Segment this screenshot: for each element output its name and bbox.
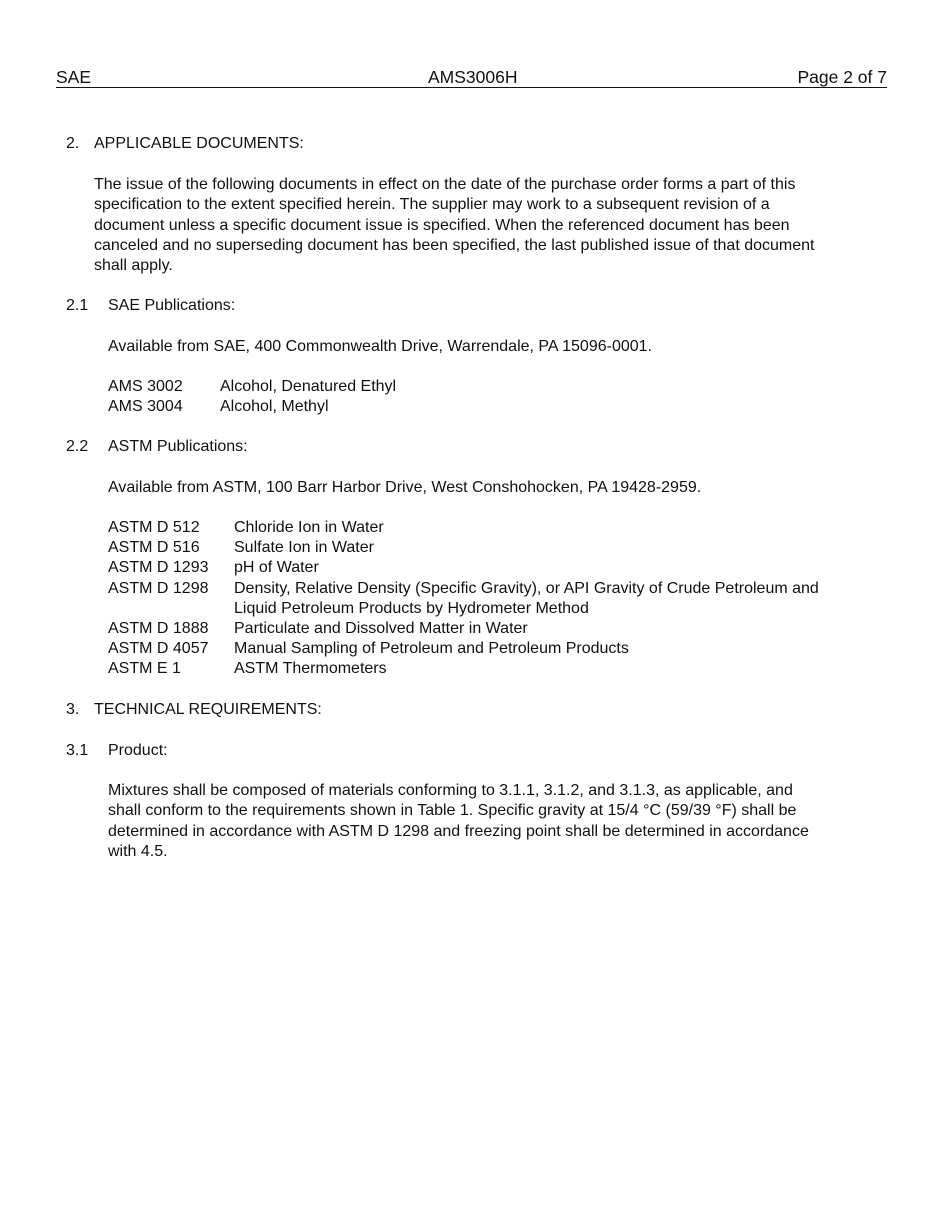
section-title: Product: — [108, 742, 168, 759]
section-3-1-paragraph — [108, 781, 888, 862]
section-number: 3. — [66, 701, 80, 718]
reference-row — [108, 538, 819, 558]
astm-availability: Available from ASTM, 100 Barr Harbor Drive, West Conshohocken, PA 19428-2959. — [108, 479, 702, 496]
reference-title: ASTM Thermometers — [234, 660, 387, 678]
paragraph-line: specification to the extent specified herein. The supplier may work to a subsequent revision of a — [94, 196, 770, 214]
reference-row — [108, 659, 819, 679]
header-org: SAE — [56, 67, 92, 87]
sae-reference-list — [108, 377, 396, 417]
section-2-heading — [66, 134, 304, 154]
reference-title — [234, 579, 819, 619]
reference-title: Sulfate Ion in Water — [234, 539, 374, 557]
reference-title: Chloride Ion in Water — [234, 519, 384, 536]
page-header — [56, 67, 887, 88]
section-title: APPLICABLE DOCUMENTS: — [94, 135, 304, 152]
section-2-2-heading — [66, 437, 248, 457]
sae-availability: Available from SAE, 400 Commonwealth Drive, Warrendale, PA 15096-0001. — [108, 338, 652, 355]
reference-code: ASTM D 4057 — [108, 640, 209, 658]
section-3-heading — [66, 700, 322, 720]
section-3-1-heading — [66, 741, 168, 761]
paragraph-line: canceled and no superseding document has been specified, the last published issue of that document — [94, 236, 815, 254]
reference-title: Manual Sampling of Petroleum and Petroleum Products — [234, 640, 629, 658]
section-title: ASTM Publications: — [108, 438, 248, 455]
paragraph-line: determined in accordance with ASTM D 1298 and freezing point shall be determined in accordance — [108, 822, 809, 840]
section-2-1-heading — [66, 296, 235, 316]
reference-code: ASTM D 1888 — [108, 620, 209, 638]
paragraph-line: shall conform to the requirements shown in Table 1. Specific gravity at 15/4 °C (59/39 °F) shall be — [108, 802, 797, 820]
section-number: 2.1 — [66, 297, 89, 314]
reference-code: ASTM D 1293 — [108, 559, 209, 577]
reference-code: ASTM D 516 — [108, 539, 200, 557]
paragraph-line: The issue of the following documents in effect on the date of the purchase order forms a part of this — [94, 176, 796, 193]
header-page-number: Page 2 of 7 — [797, 67, 887, 87]
reference-code: AMS 3004 — [108, 398, 183, 416]
paragraph-line: Mixtures shall be composed of materials conforming to 3.1.1, 3.1.2, and 3.1.3, as applicable, and — [108, 782, 793, 799]
reference-code: ASTM E 1 — [108, 660, 181, 678]
reference-row — [108, 518, 819, 538]
reference-title-line: Density, Relative Density (Specific Gravity), or API Gravity of Crude Petroleum and — [234, 579, 819, 597]
reference-title: Particulate and Dissolved Matter in Water — [234, 620, 528, 638]
section-title: TECHNICAL REQUIREMENTS: — [94, 701, 322, 718]
reference-row — [108, 639, 819, 659]
reference-title-line: Liquid Petroleum Products by Hydrometer Method — [234, 599, 589, 617]
paragraph-line: shall apply. — [94, 257, 173, 275]
section-2-paragraph — [94, 175, 884, 276]
reference-title: Alcohol, Methyl — [220, 398, 329, 416]
reference-row — [108, 377, 396, 397]
reference-title: pH of Water — [234, 559, 319, 577]
reference-row — [108, 579, 819, 619]
reference-code: AMS 3002 — [108, 378, 183, 395]
paragraph-line: document unless a specific document issue is specified. When the referenced document has been — [94, 216, 790, 234]
reference-code: ASTM D 512 — [108, 519, 200, 536]
reference-code: ASTM D 1298 — [108, 579, 209, 597]
paragraph-line: with 4.5. — [108, 842, 168, 860]
section-number: 2.2 — [66, 438, 89, 455]
astm-reference-list — [108, 518, 819, 680]
reference-title: Alcohol, Denatured Ethyl — [220, 378, 397, 395]
reference-row — [108, 619, 819, 639]
section-title: SAE Publications: — [108, 297, 236, 314]
reference-row — [108, 397, 396, 417]
header-doc-number: AMS3006H — [428, 67, 518, 87]
section-number: 2. — [66, 135, 80, 152]
reference-row — [108, 558, 819, 578]
section-number: 3.1 — [66, 742, 89, 759]
